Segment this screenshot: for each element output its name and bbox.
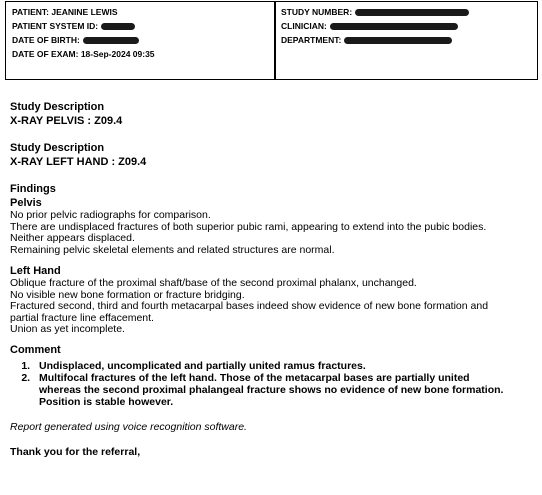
department-redaction bbox=[344, 37, 452, 44]
system-id-label: PATIENT SYSTEM ID: bbox=[12, 21, 99, 31]
study-number-row bbox=[281, 6, 469, 18]
department-row bbox=[281, 34, 452, 46]
patient-name-row bbox=[12, 6, 118, 18]
exam-label: DATE OF EXAM: bbox=[12, 49, 79, 59]
comment-heading: Comment bbox=[10, 343, 61, 356]
header-divider bbox=[274, 2, 276, 79]
dob-redaction bbox=[83, 37, 139, 44]
left-hand-heading: Left Hand bbox=[10, 265, 61, 277]
study-description-heading-2: Study Description bbox=[10, 142, 105, 154]
pelvis-line-3: Neither appears displaced. bbox=[10, 232, 135, 244]
dob-row bbox=[12, 34, 139, 46]
left-hand-line-3: Fractured second, third and fourth metacarpal bases indeed show evidence of new bone formation and partial fracture line effacement. bbox=[10, 300, 489, 324]
pelvis-heading: Pelvis bbox=[10, 197, 42, 209]
exam-date: 18-Sep-2024 09:35 bbox=[80, 49, 155, 59]
patient-label: PATIENT: bbox=[12, 7, 49, 17]
left-hand-line-1: Oblique fracture of the proximal shaft/base of the second proximal phalanx, unchanged. bbox=[10, 277, 417, 289]
study-number-label: STUDY NUMBER: bbox=[281, 7, 353, 17]
referral-thanks: Thank you for the referral, bbox=[10, 445, 141, 458]
study-description-heading-1: Study Description bbox=[10, 101, 105, 113]
pelvis-line-1: No prior pelvic radiographs for comparison. bbox=[10, 209, 211, 221]
department-label: DEPARTMENT: bbox=[281, 35, 342, 45]
pelvis-line-4: Remaining pelvic skeletal elements and related structures are normal. bbox=[10, 243, 335, 256]
exam-date-row bbox=[12, 48, 155, 60]
comment-item-1: 1. Undisplaced, uncomplicated and partially united ramus fractures. bbox=[33, 360, 538, 372]
left-hand-line-2: No visible new bone formation or fracture bridging. bbox=[10, 288, 245, 301]
patient-name: JEANINE LEWIS bbox=[51, 7, 118, 17]
system-id-redaction bbox=[101, 23, 135, 30]
report-content bbox=[10, 100, 538, 458]
dob-label: DATE OF BIRTH: bbox=[12, 35, 80, 45]
study-name-1: X-RAY PELVIS : Z09.4 bbox=[10, 115, 123, 127]
comment-item-2: 2. Multifocal fractures of the left hand. Those of the metacarpal bases are partially united whereas the second proximal phalangeal fracture shows no evidence of new bone formation. Position is stable however. bbox=[33, 372, 504, 408]
comment-list bbox=[10, 360, 538, 408]
study-name-2: X-RAY LEFT HAND : Z09.4 bbox=[10, 156, 147, 168]
left-hand-line-4: Union as yet incomplete. bbox=[10, 323, 125, 335]
study-number-redaction bbox=[355, 9, 469, 16]
clinician-label: CLINICIAN: bbox=[281, 21, 327, 31]
clinician-row bbox=[281, 20, 458, 32]
patient-system-id-row bbox=[12, 20, 135, 32]
findings-heading: Findings bbox=[10, 183, 56, 195]
voice-recognition-note: Report generated using voice recognition software. bbox=[10, 420, 247, 433]
pelvis-line-2: There are undisplaced fractures of both superior pubic rami, appearing to extend into the pubic bodies. bbox=[10, 220, 487, 233]
patient-header-box bbox=[5, 1, 538, 80]
clinician-redaction bbox=[330, 23, 458, 30]
